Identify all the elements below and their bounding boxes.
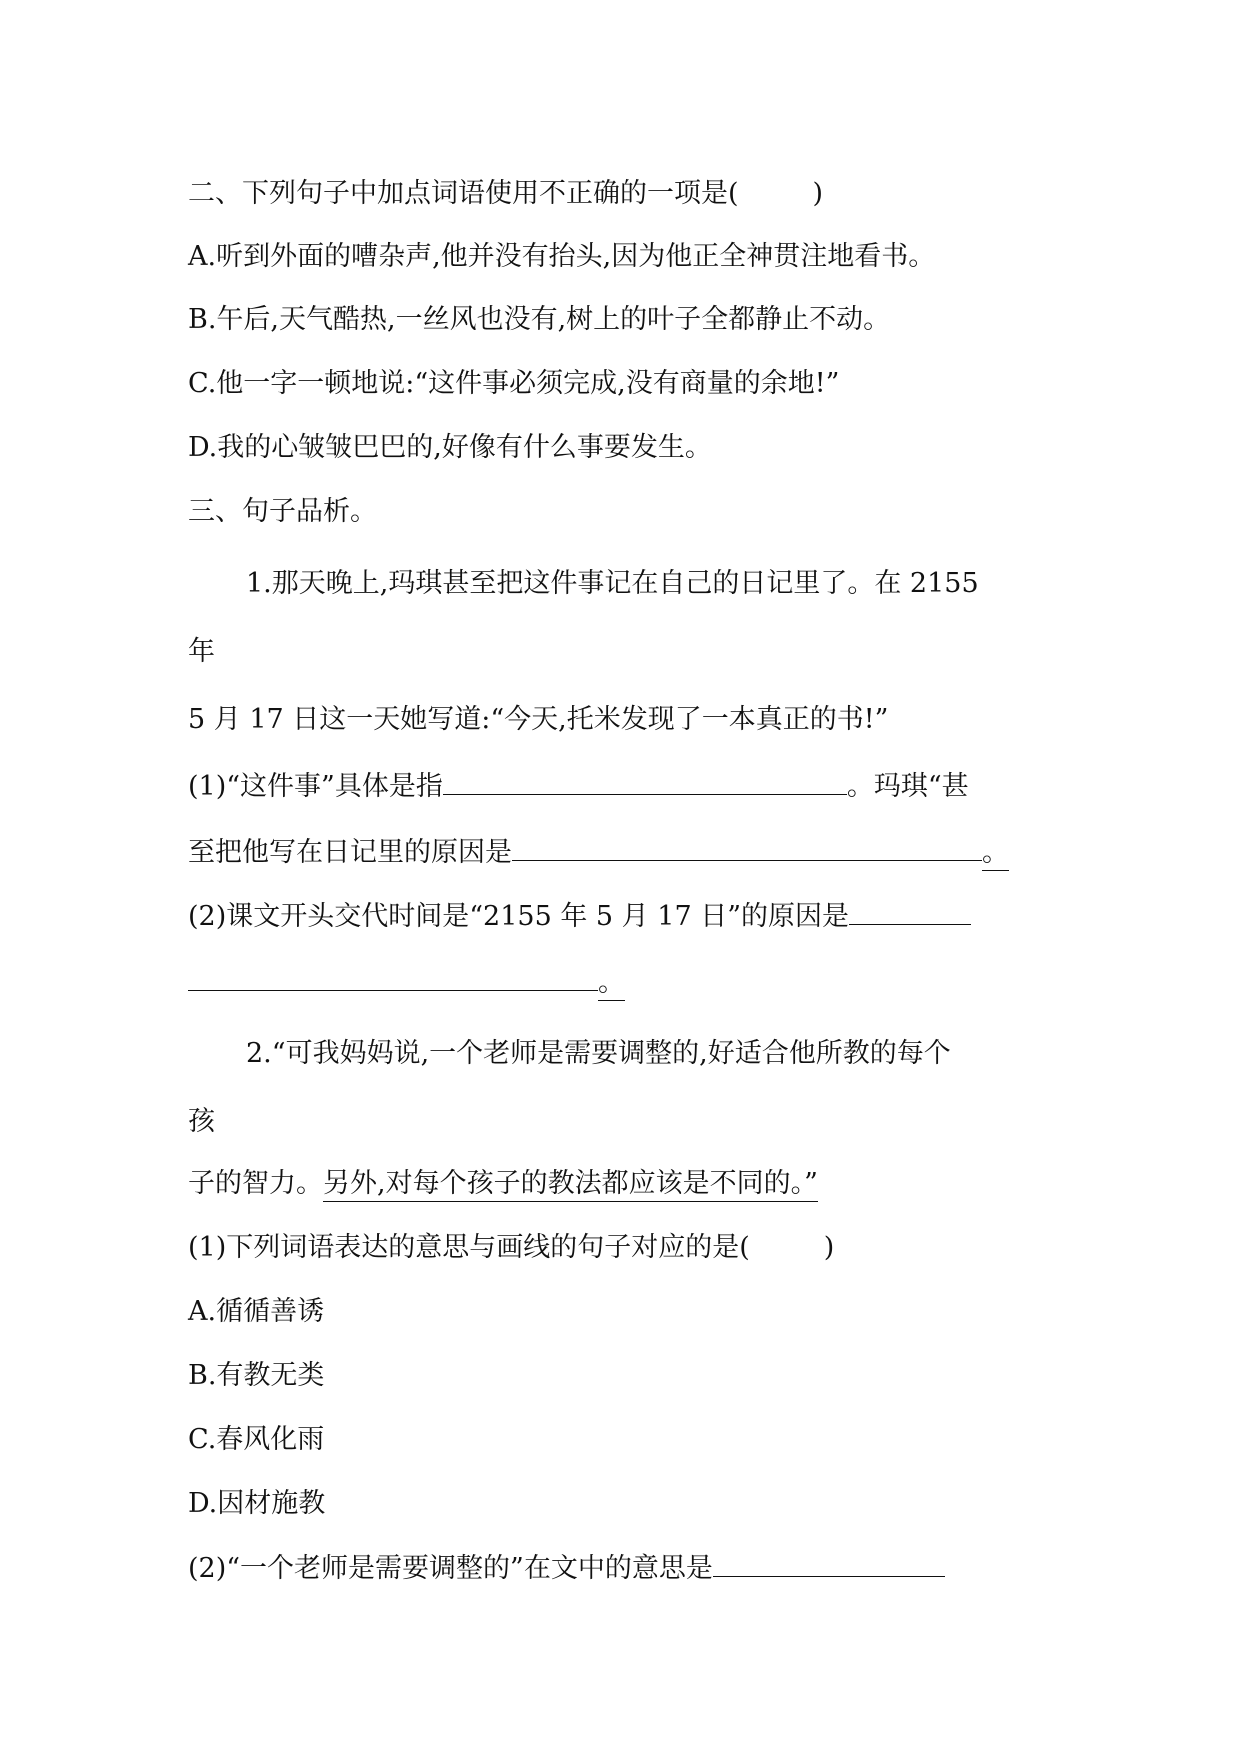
option-a: A.听到外面的嘈杂声,他并没有抬头,因为他正全神贯注地看书。 — [188, 241, 936, 272]
q2-line2: 孩 — [188, 1106, 215, 1137]
q2-sub1-close: ) — [823, 1232, 835, 1263]
q1-sub1-line1 — [188, 768, 969, 805]
answer-blank[interactable] — [443, 768, 847, 795]
q2-sub2-text: (2)“一个老师是需要调整的”在文中的意思是 — [188, 1553, 713, 1584]
q2-option-a: A.循循善诱 — [188, 1296, 325, 1327]
q1-line1: 1.那天晚上,玛琪甚至把这件事记在自己的日记里了。在 2155 — [246, 568, 979, 599]
q2-option-c: C.春风化雨 — [188, 1424, 325, 1455]
q2-underlined-sentence: 另外,对每个孩子的教法都应该是不同的。” — [323, 1168, 818, 1202]
q2-line3 — [188, 1166, 818, 1202]
q2-sub2 — [188, 1550, 945, 1587]
q1-sub1-text2: 至把他写在日记里的原因是 — [188, 837, 512, 868]
answer-blank[interactable] — [512, 834, 982, 861]
q2-option-b: B.有教无类 — [188, 1360, 325, 1391]
answer-blank[interactable] — [188, 964, 598, 991]
q1-sub1-period: 。 — [982, 837, 1009, 871]
option-d: D.我的心皱皱巴巴的,好像有什么事要发生。 — [188, 432, 712, 463]
answer-blank[interactable] — [713, 1550, 945, 1577]
q1-sub2-period: 。 — [598, 967, 625, 1001]
answer-blank[interactable] — [849, 898, 971, 925]
q1-sub1-text: (1)“这件事”具体是指 — [188, 771, 443, 802]
option-b: B.午后,天气酷热,一丝风也没有,树上的叶子全都静止不动。 — [188, 304, 891, 335]
q1-sub2-line2 — [188, 964, 625, 1001]
section2-heading-text: 二、下列句子中加点词语使用不正确的一项是( — [188, 178, 739, 209]
q2-line3-text: 子的智力。 — [188, 1168, 323, 1199]
q1-sub1-line2 — [188, 834, 1009, 871]
q2-sub1-text: (1)下列词语表达的意思与画线的句子对应的是( — [188, 1232, 750, 1263]
section2-heading — [188, 176, 823, 212]
q1-line3: 5 月 17 日这一天她写道:“今天,托米发现了一本真正的书!” — [188, 704, 889, 735]
section3-heading: 三、句子品析。 — [188, 496, 377, 527]
section2-heading-close: ) — [812, 178, 824, 209]
q1-sub1-text-cont: 。玛琪“甚 — [846, 771, 969, 802]
q2-line1: 2.“可我妈妈说,一个老师是需要调整的,好适合他所教的每个 — [246, 1038, 951, 1069]
q2-option-d: D.因材施教 — [188, 1488, 326, 1519]
option-c: C.他一字一顿地说:“这件事必须完成,没有商量的余地!” — [188, 368, 840, 399]
q1-sub2-text: (2)课文开头交代时间是“2155 年 5 月 17 日”的原因是 — [188, 901, 850, 932]
q1-line2: 年 — [188, 636, 215, 667]
q1-sub2-line1 — [188, 898, 971, 935]
q2-sub1 — [188, 1230, 834, 1266]
